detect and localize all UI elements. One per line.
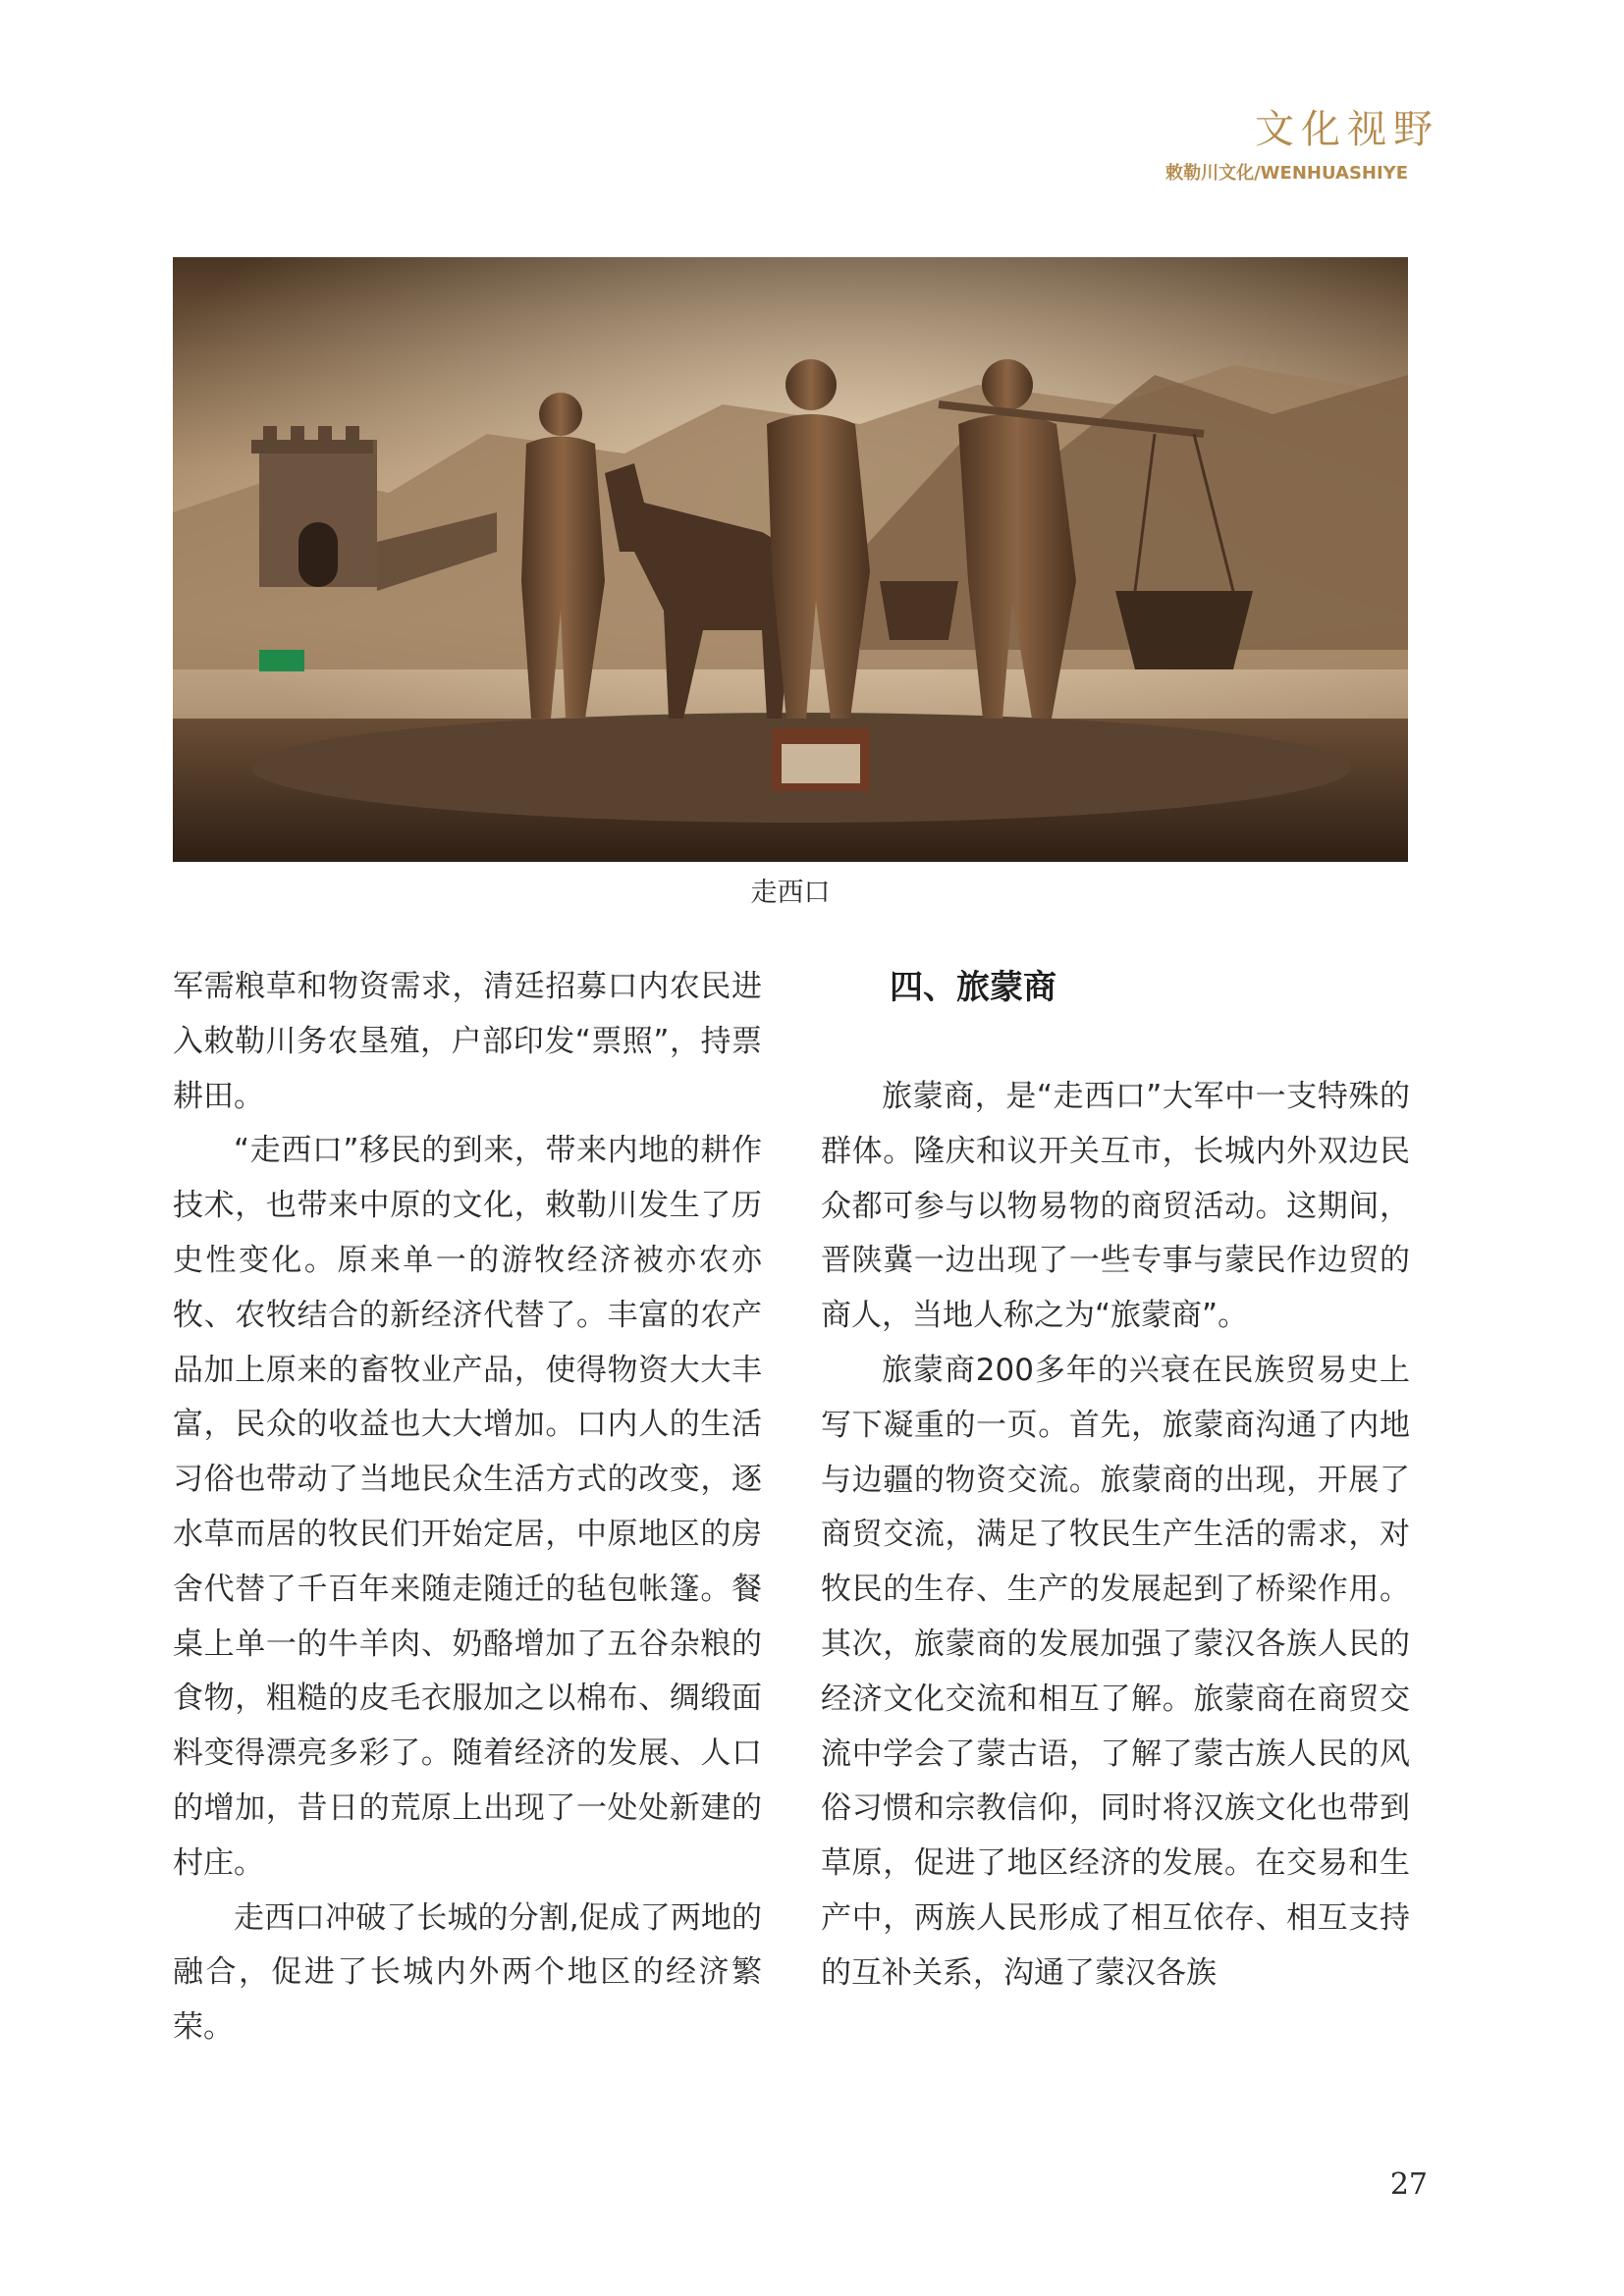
sculpture-photo <box>173 257 1408 862</box>
paragraph: 旅蒙商200多年的兴衰在民族贸易史上写下凝重的一页。首先，旅蒙商沟通了内地与边疆的物资交流。旅蒙商的出现，开展了商贸交流，满足了牧民生产生活的需求，对牧民的生存、生产的发展起到了桥梁作用。其次，旅蒙商的发展加强了蒙汉各族人民的经济文化交流和相互了解。旅蒙商在商贸交流中学会了蒙古语，了解了蒙古族人民的风俗习惯和宗教信仰，同时将汉族文化也带到草原，促进了地区经济的发展。在交易和生产中，两族人民形成了相互依存、相互支持的互补关系，沟通了蒙汉各族 <box>821 1352 1410 1991</box>
paragraph: 旅蒙商，是“走西口”大军中一支特殊的群体。隆庆和议开关互市，长城内外双边民众都可参与以物易物的商贸活动。这期间，晋陕冀一边出现了一些专事与蒙民作边贸的商人，当地人称之为“旅蒙商”。 <box>821 1079 1410 1334</box>
section-subtitle: 敕勒川文化/WENHUASHIYE <box>1165 163 1408 184</box>
paragraph: 走西口冲破了长城的分割,促成了两地的融合，促进了长城内外两个地区的经济繁荣。 <box>173 1899 762 2046</box>
page-number: 27 <box>1389 2167 1428 2202</box>
paragraph: “走西口”移民的到来，带来内地的耕作技术，也带来中原的文化，敕勒川发生了历史性变化。原来单一的游牧经济被亦农亦牧、农牧结合的新经济代替了。丰富的农产品加上原来的畜牧业产品，使得物资大大丰富，民众的收益也大大增加。口内人的生活习俗也带动了当地民众生活方式的改变，逐水草而居的牧民们开始定居，中原地区的房舍代替了千百年来随走随迁的毡包帐篷。餐桌上单一的牛羊肉、奶酪增加了五谷杂粮的食物，粗糙的皮毛衣服加之以棉布、绸缎面料变得漂亮多彩了。随着经济的发展、人口的增加，昔日的荒原上出现了一处处新建的村庄。 <box>173 1133 762 1881</box>
left-column <box>173 960 762 2056</box>
section-heading: 四、旅蒙商 <box>890 968 1056 1007</box>
paragraph: 军需粮草和物资需求，清廷招募口内农民进入敕勒川务农垦殖，户部印发“票照”，持票耕田。 <box>173 969 762 1114</box>
figure-caption: 走西口 <box>750 878 831 908</box>
section-title: 文化视野 <box>1255 107 1439 152</box>
right-column <box>821 960 1410 2002</box>
